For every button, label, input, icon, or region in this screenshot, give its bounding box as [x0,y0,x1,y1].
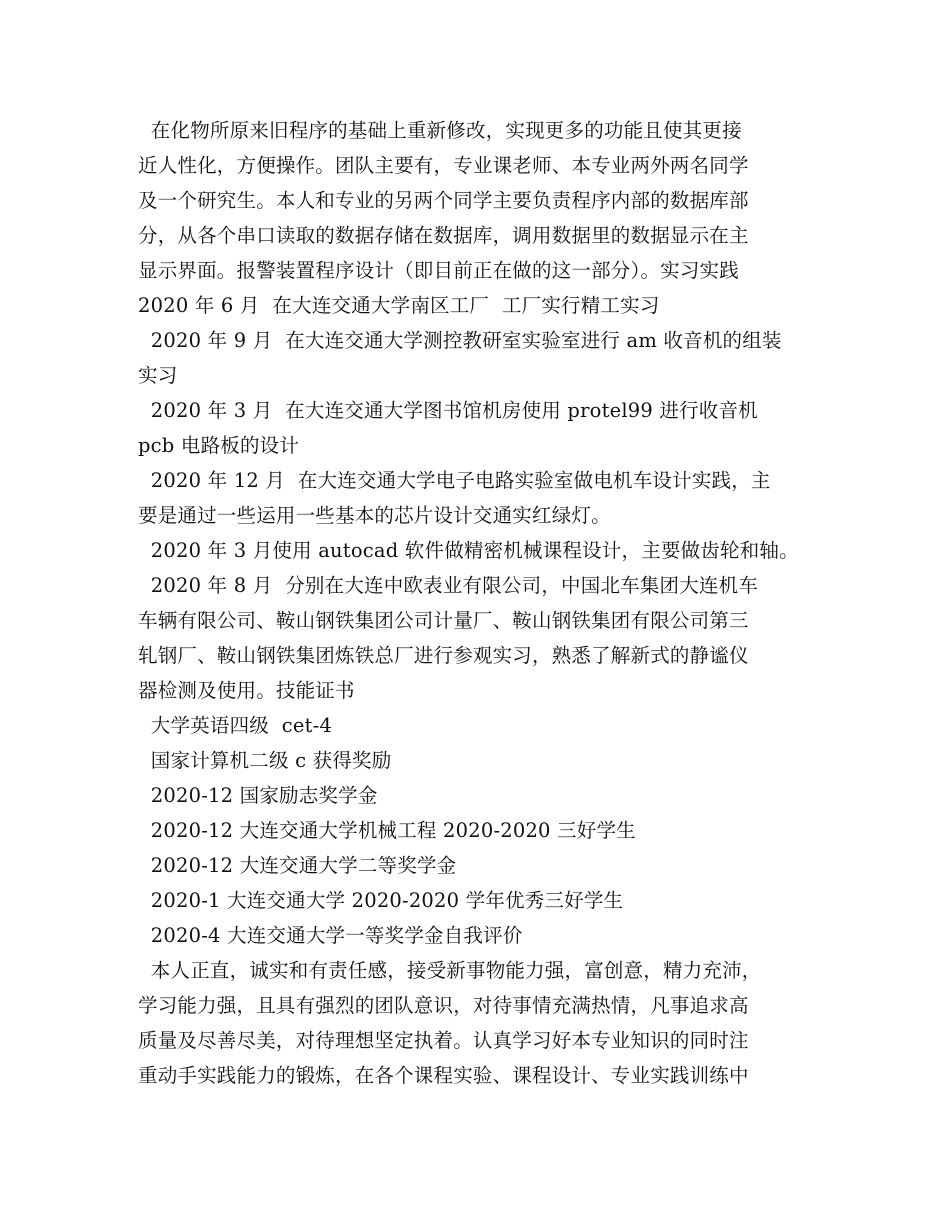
text-line: 实习 [138,364,178,387]
text-line: 2020 年 9 月 在大连交通大学测控教研室实验室进行 am 收音机的组装 [138,329,782,352]
text-line: 要是通过一些运用一些基本的芯片设计交通实红绿灯。 [138,504,611,527]
text-line: 2020-1 大连交通大学 2020-2020 学年优秀三好学生 [138,889,624,912]
text-line: 车辆有限公司、鞍山钢铁集团公司计量厂、鞍山钢铁集团有限公司第三 [138,609,749,632]
text-line: 2020-12 大连交通大学机械工程 2020-2020 三好学生 [138,819,636,842]
text-line: 轧钢厂、鞍山钢铁集团炼铁总厂进行参观实习，熟悉了解新式的静谧仪 [138,644,749,667]
text-line: 国家计算机二级 c 获得奖励 [138,749,392,772]
text-line: 在化物所原来旧程序的基础上重新修改，实现更多的功能且使其更接 [138,119,742,142]
text-line: 学习能力强，且具有强烈的团队意识，对待事情充满热情，凡事追求高 [138,994,749,1017]
document-body [138,113,838,1093]
text-line: 2020 年 8 月 分别在大连中欧表业有限公司，中国北车集团大连机车 [138,574,759,597]
text-line: pcb 电路板的设计 [138,434,300,457]
text-line: 2020 年 3 月 在大连交通大学图书馆机房使用 protel99 进行收音机 [138,399,758,422]
text-line: 2020-4 大连交通大学一等奖学金自我评价 [138,924,523,947]
text-line: 质量及尽善尽美，对待理想坚定执着。认真学习好本专业知识的同时注 [138,1029,749,1052]
text-line: 大学英语四级 cet-4 [138,714,333,737]
text-line: 显示界面。报警装置程序设计（即目前正在做的这一部分）。实习实践 [138,259,739,282]
text-line: 2020 年 6 月 在大连交通大学南区工厂 工厂实行精工实习 [138,294,660,317]
text-line: 2020-12 大连交通大学二等奖学金 [138,854,457,877]
text-line: 近人性化，方便操作。团队主要有，专业课老师、本专业两外两名同学 [138,154,749,177]
text-line: 分，从各个串口读取的数据存储在数据库，调用数据里的数据显示在主 [138,224,749,247]
text-line: 器检测及使用。技能证书 [138,679,355,702]
text-line: 2020 年 3 月使用 autocad 软件做精密机械课程设计，主要做齿轮和轴。 [138,539,799,562]
text-line: 2020 年 12 月 在大连交通大学电子电路实验室做电机车设计实践，主 [138,469,771,492]
text-line: 及一个研究生。本人和专业的另两个同学主要负责程序内部的数据库部 [138,189,749,212]
text-line: 重动手实践能力的锻炼，在各个课程实验、课程设计、专业实践训练中 [138,1064,749,1087]
text-line: 2020-12 国家励志奖学金 [138,784,378,807]
text-line: 本人正直，诚实和有责任感，接受新事物能力强，富创意，精力充沛， [138,959,762,982]
